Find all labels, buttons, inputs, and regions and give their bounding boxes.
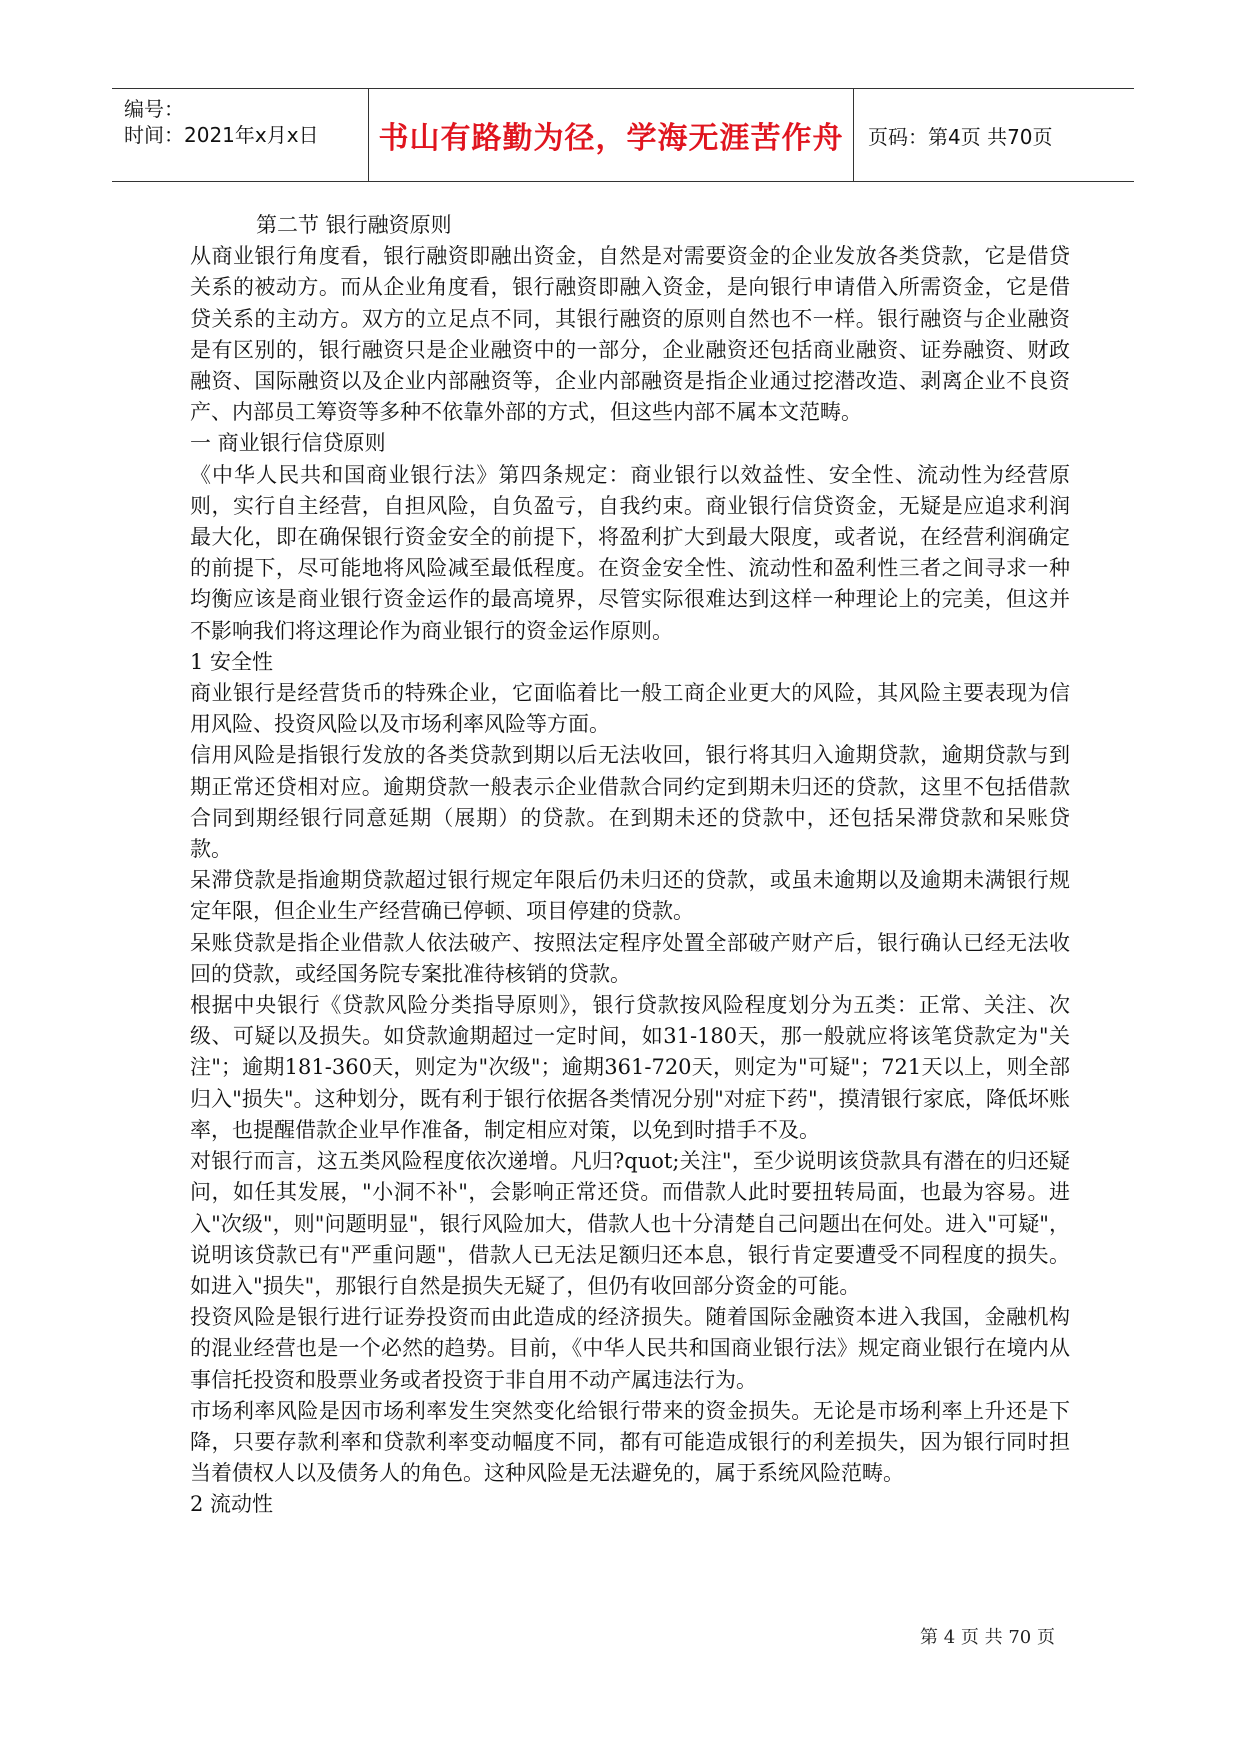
- paragraph: 信用风险是指银行发放的各类贷款到期以后无法收回，银行将其归入逾期贷款，逾期贷款与到期正常还贷相对应。逾期贷款一般表示企业借款合同约定到期未归还的贷款，这里不包括借款合同到期经银行同意延期（展期）的贷款。在到期未还的贷款中，还包括呆滞贷款和呆账贷款。: [190, 743, 1070, 862]
- page-header: [112, 88, 1134, 182]
- header-meta-cell: [112, 89, 369, 181]
- subsection-heading: 2 流动性: [190, 1492, 274, 1517]
- paragraph: 从商业银行角度看，银行融资即融出资金，自然是对需要资金的企业发放各类贷款，它是借贷关系的被动方。而从企业角度看，银行融资即融入资金，是向银行申请借入所需资金，它是借贷关系的主动方。双方的立足点不同，其银行融资的原则自然也不一样。银行融资与企业融资是有区别的，银行融资只是企业融资中的一部分，企业融资还包括商业融资、证券融资、财政融资、国际融资以及企业内部融资等，企业内部融资是指企业通过挖潜改造、剥离企业不良资产、内部员工筹资等多种不依靠外部的方式，但这些内部不属本文范畴。: [190, 244, 1070, 425]
- paragraph: 商业银行是经营货币的特殊企业，它面临着比一般工商企业更大的风险，其风险主要表现为信用风险、投资风险以及市场利率风险等方面。: [190, 681, 1070, 737]
- header-page-indicator: 页码：第4页 共70页: [868, 124, 1053, 149]
- document-number-label: 编号：: [124, 97, 184, 121]
- paragraph: 《中华人民共和国商业银行法》第四条规定：商业银行以效益性、安全性、流动性为经营原则，实行自主经营，自担风险，自负盈亏，自我约束。商业银行信贷资金，无疑是应追求利润最大化，即在确保银行资金安全的前提下，将盈利扩大到最大限度，或者说，在经营利润确定的前提下，尽可能地将风险减至最低程度。在资金安全性、流动性和盈利性三者之间寻求一种均衡应该是商业银行资金运作的最高境界，尽管实际很难达到这样一种理论上的完美，但这并不影响我们将这理论作为商业银行的资金运作原则。: [190, 462, 1070, 643]
- header-motto: 书山有路勤为径，学海无涯苦作舟: [369, 89, 854, 181]
- paragraph: 投资风险是银行进行证券投资而由此造成的经济损失。随着国际金融资本进入我国，金融机构的混业经营也是一个必然的趋势。目前，《中华人民共和国商业银行法》规定商业银行在境内从事信托投资和股票业务或者投资于非自用不动产属违法行为。: [190, 1305, 1070, 1392]
- subsection-heading: 一 商业银行信贷原则: [190, 431, 386, 456]
- paragraph: 呆滞贷款是指逾期贷款超过银行规定年限后仍未归还的贷款，或虽未逾期以及逾期未满银行规定年限，但企业生产经营确已停顿、项目停建的贷款。: [190, 868, 1070, 924]
- document-date-label: 时间：2021年x月x日: [124, 123, 319, 147]
- subsection-heading: 1 安全性: [190, 649, 274, 674]
- paragraph: 呆账贷款是指企业借款人依法破产、按照法定程序处置全部破产财产后，银行确认已经无法收回的贷款，或经国务院专案批准待核销的贷款。: [190, 930, 1070, 986]
- paragraph: 根据中央银行《贷款风险分类指导原则》，银行贷款按风险程度划分为五类：正常、关注、次级、可疑以及损失。如贷款逾期超过一定时间，如31-180天，那一般就应将该笔贷款定为"关注"；逾期181-360天，则定为"次级"；逾期361-720天，则定为"可疑"；721天以上，则全部归入"损失"。这种划分，既有利于银行依据各类情况分别"对症下药"，摸清银行家底，降低坏账率，也提醒借款企业早作准备，制定相应对策，以免到时措手不及。: [190, 993, 1070, 1142]
- page-footer: 第 4 页 共 70 页: [920, 1627, 1055, 1648]
- paragraph: 市场利率风险是因市场利率发生突然变化给银行带来的资金损失。无论是市场利率上升还是下降，只要存款利率和贷款利率变动幅度不同，都有可能造成银行的利差损失，因为银行同时担当着债权人以及债务人的角色。这种风险是无法避免的，属于系统风险范畴。: [190, 1398, 1070, 1486]
- document-body: [190, 210, 1070, 1521]
- section-title: 第二节 银行融资原则: [256, 213, 452, 237]
- paragraph: 对银行而言，这五类风险程度依次递增。凡归?quot;关注"，至少说明该贷款具有潜在的归还疑问，如任其发展，"小洞不补"，会影响正常还贷。而借款人此时要扭转局面，也最为容易。进入"次级"，则"问题明显"，银行风险加大，借款人也十分清楚自己问题出在何处。进入"可疑"，说明该贷款已有"严重问题"，借款人已无法足额归还本息，银行肯定要遭受不同程度的损失。如进入"损失"，那银行自然是损失无疑了，但仍有收回部分资金的可能。: [190, 1149, 1070, 1298]
